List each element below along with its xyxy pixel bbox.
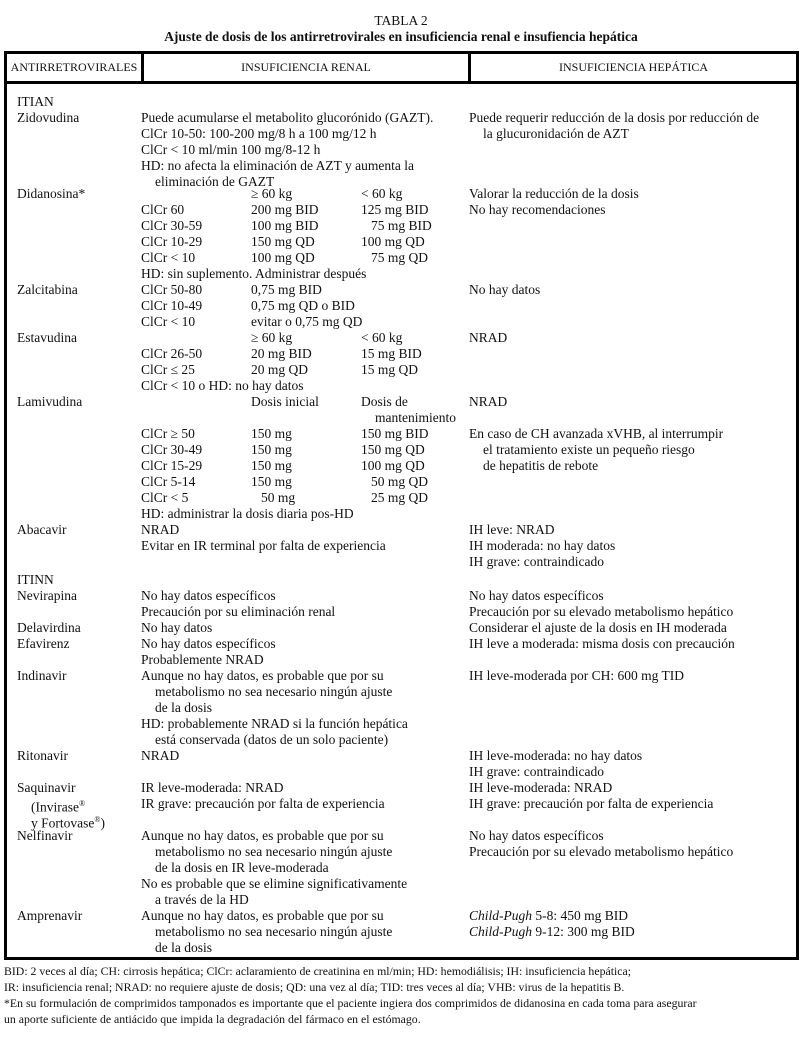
footnote-didanosina-2: un aporte suficiente de antiácido que impida la degradación del fármaco en el estómago. <box>4 1012 421 1026</box>
renal-line: NRAD <box>141 522 180 537</box>
brand-invirase: (Invirase <box>31 799 79 815</box>
dose-value: 200 mg BID <box>251 202 319 217</box>
header-antirretrovirales: ANTIRRETROVIRALES <box>7 54 144 81</box>
dose-value: 150 mg <box>251 474 292 489</box>
renal-line: metabolismo no sea necesario ningún ajuste <box>155 844 393 859</box>
hepatic-line: Considerar el ajuste de la dosis en IH moderada <box>469 620 727 635</box>
hepatic-line: la glucuronidación de AZT <box>483 126 629 141</box>
clcr-range: ClCr < 5 <box>141 490 189 505</box>
clcr-range: ClCr 15-29 <box>141 458 203 473</box>
dose-value: 75 mg QD <box>371 250 428 265</box>
hepatic-line: NRAD <box>469 394 508 409</box>
hepatic-line: IH leve a moderada: misma dosis con precaución <box>469 636 735 651</box>
clcr-range: ClCr ≥ 50 <box>141 426 195 441</box>
dose-value: 150 mg QD <box>361 442 425 457</box>
clcr-range: ClCr < 10 <box>141 314 196 329</box>
clcr-range: ClCr 26-50 <box>141 346 203 361</box>
dose-header: Dosis de <box>361 394 408 409</box>
hepatic-line: No hay recomendaciones <box>469 202 606 217</box>
dose-adjustment-table <box>4 51 799 960</box>
hepatic-line: IH moderada: no hay datos <box>469 538 616 553</box>
drug-name: Indinavir <box>17 668 67 683</box>
dose-value: 20 mg BID <box>251 346 312 361</box>
renal-line: No hay datos específicos <box>141 588 276 603</box>
dose-value: 150 mg <box>251 458 292 473</box>
footnote-abbreviations-2: IR: insuficiencia renal; NRAD: no requiere ajuste de dosis; QD: una vez al día; TID: tres veces al día; VHB: virus de la hepatitis B. <box>4 980 625 994</box>
hepatic-line: En caso de CH avanzada xVHB, al interrumpir <box>469 426 724 441</box>
drug-name: Saquinavir <box>17 780 76 795</box>
hepatic-line: No hay datos <box>469 282 541 297</box>
dose-header: mantenimiento <box>375 410 456 425</box>
renal-line: IR grave: precaución por falta de experiencia <box>141 796 385 811</box>
dose-value: 100 mg QD <box>361 458 425 473</box>
hepatic-line: Valorar la reducción de la dosis <box>469 186 639 201</box>
dose-value: 100 mg QD <box>251 250 315 265</box>
renal-line: No hay datos específicos <box>141 636 276 651</box>
hepatic-line: el tratamiento existe un pequeño riesgo <box>483 442 695 457</box>
renal-line: Precaución por su eliminación renal <box>141 604 336 619</box>
renal-line: metabolismo no sea necesario ningún ajuste <box>155 924 393 939</box>
dose-value: 150 mg <box>251 426 292 441</box>
renal-line: Probablemente NRAD <box>141 652 264 667</box>
renal-line: a través de la HD <box>155 892 249 907</box>
clcr-range: ClCr 30-59 <box>141 218 203 233</box>
clcr-range: ClCr 10-49 <box>141 298 203 313</box>
renal-note: ClCr < 10 o HD: no hay datos <box>141 378 304 393</box>
renal-line: HD: probablemente NRAD si la función hepática <box>141 716 408 731</box>
hepatic-line: NRAD <box>469 330 508 345</box>
header-insuficiencia-renal: INSUFICIENCIA RENAL <box>144 54 471 81</box>
dose-value: 0,75 mg QD o BID <box>251 298 355 313</box>
footnote-abbreviations-1: BID: 2 veces al día; CH: cirrosis hepática; ClCr: aclaramiento de creatinina en ml/min; HD: hemodiálisis; IH: insuficiencia hepática; <box>4 964 632 978</box>
clcr-range: ClCr 10-29 <box>141 234 203 249</box>
brand-fortovase: y Fortovase <box>31 815 95 831</box>
drug-name: Zidovudina <box>17 110 80 125</box>
dose-value: 0,75 mg BID <box>251 282 322 297</box>
hepatic-line <box>469 908 628 924</box>
dose-value: 150 mg <box>251 442 292 457</box>
drug-name: Delavirdina <box>17 620 81 635</box>
hepatic-line: IH leve-moderada: NRAD <box>469 780 613 795</box>
hepatic-line: Puede requerir reducción de la dosis por reducción de <box>469 110 760 125</box>
dose-value: 20 mg QD <box>251 362 308 377</box>
dose-value: 15 mg QD <box>361 362 418 377</box>
dose-value: 25 mg QD <box>371 490 428 505</box>
hepatic-line: de hepatitis de rebote <box>483 458 599 473</box>
renal-line: NRAD <box>141 748 180 763</box>
dose-value: 100 mg BID <box>251 218 319 233</box>
header-insuficiencia-hepatica: INSUFICIENCIA HEPÁTICA <box>558 60 708 74</box>
drug-name: Amprenavir <box>17 908 83 923</box>
hepatic-line: IH leve: NRAD <box>469 522 555 537</box>
drug-name: Estavudina <box>17 330 77 345</box>
renal-line: HD: no afecta la eliminación de AZT y aumenta la <box>141 158 415 173</box>
dose-value: 50 mg QD <box>371 474 428 489</box>
drug-name: Efavirenz <box>17 636 70 651</box>
renal-line: Puede acumularse el metabolito glucorónido (GAZT). <box>141 110 434 125</box>
table-number: TABLA 2 <box>374 13 428 28</box>
drug-name: Lamivudina <box>17 394 83 409</box>
group-label-itian: ITIAN <box>17 94 54 109</box>
registered-mark: ® <box>94 815 101 824</box>
table-header <box>7 54 796 84</box>
child-pugh-label: Child-Pugh <box>469 924 532 939</box>
closing-paren: ) <box>100 815 105 831</box>
hepatic-line: Precaución por su elevado metabolismo hepático <box>469 604 734 619</box>
renal-line: Aunque no hay datos, es probable que por su <box>141 828 384 843</box>
drug-name: Abacavir <box>17 522 67 537</box>
clcr-range: ClCr ≤ 25 <box>141 362 195 377</box>
hepatic-line <box>469 924 635 940</box>
renal-line: ClCr < 10 ml/min 100 mg/8-12 h <box>141 142 321 157</box>
drug-name: Ritonavir <box>17 748 68 763</box>
hepatic-value: 9-12: 300 mg BID <box>532 924 635 939</box>
renal-line: Aunque no hay datos, es probable que por su <box>141 908 384 923</box>
clcr-range: ClCr 30-49 <box>141 442 203 457</box>
dose-value: evitar o 0,75 mg QD <box>251 314 363 329</box>
renal-line: metabolismo no sea necesario ningún ajuste <box>155 684 393 699</box>
hepatic-line: No hay datos específicos <box>469 588 604 603</box>
dose-value: 125 mg BID <box>361 202 429 217</box>
footnote-didanosina-1: *En su formulación de comprimidos tamponados es importante que el paciente ingiera dos comprimidos de didanosina en cada toma para asegurar <box>4 996 697 1010</box>
renal-line: eliminación de GAZT <box>155 174 275 189</box>
hepatic-value: 5-8: 450 mg BID <box>532 908 628 923</box>
renal-line: No hay datos <box>141 620 213 635</box>
dose-value: 15 mg BID <box>361 346 422 361</box>
clcr-range: ClCr < 10 <box>141 250 196 265</box>
weight-header: < 60 kg <box>361 186 403 201</box>
group-label-itinn: ITINN <box>17 572 54 587</box>
clcr-range: ClCr 50-80 <box>141 282 203 297</box>
clcr-range: ClCr 60 <box>141 202 185 217</box>
renal-line: de la dosis <box>155 940 212 955</box>
hepatic-line: IH leve-moderada por CH: 600 mg TID <box>469 668 684 683</box>
registered-mark: ® <box>78 799 86 808</box>
renal-note: HD: sin suplemento. Administrar después <box>141 266 367 281</box>
renal-note: HD: administrar la dosis diaria pos-HD <box>141 506 354 521</box>
dose-header: Dosis inicial <box>251 394 319 409</box>
clcr-range: ClCr 5-14 <box>141 474 196 489</box>
renal-line: IR leve-moderada: NRAD <box>141 780 284 795</box>
weight-header: < 60 kg <box>361 330 403 345</box>
hepatic-line: IH leve-moderada: no hay datos <box>469 748 643 763</box>
drug-name: Zalcitabina <box>17 282 78 297</box>
renal-line: está conservada (datos de un solo paciente) <box>155 732 389 747</box>
hepatic-line: IH grave: precaución por falta de experiencia <box>469 796 714 811</box>
drug-name: Nevirapina <box>17 588 77 603</box>
weight-header: ≥ 60 kg <box>251 330 293 345</box>
renal-line: de la dosis en IR leve-moderada <box>155 860 329 875</box>
child-pugh-label: Child-Pugh <box>469 908 532 923</box>
renal-line: ClCr 10-50: 100-200 mg/8 h a 100 mg/12 h <box>141 126 377 141</box>
drug-name: Nelfinavir <box>17 828 73 843</box>
dose-value: 50 mg <box>261 490 296 505</box>
renal-line: No es probable que se elimine significativamente <box>141 876 408 891</box>
dose-value: 150 mg QD <box>251 234 315 249</box>
drug-name: Didanosina* <box>17 186 86 201</box>
hepatic-line: IH grave: contraindicado <box>469 554 604 569</box>
hepatic-line: Precaución por su elevado metabolismo hepático <box>469 844 734 859</box>
dose-value: 100 mg QD <box>361 234 425 249</box>
renal-line: de la dosis <box>155 700 212 715</box>
renal-line: Aunque no hay datos, es probable que por su <box>141 668 384 683</box>
hepatic-line: IH grave: contraindicado <box>469 764 604 779</box>
dose-value: 75 mg BID <box>371 218 432 233</box>
hepatic-line: No hay datos específicos <box>469 828 604 843</box>
dose-value: 150 mg BID <box>361 426 429 441</box>
table-title: Ajuste de dosis de los antirretrovirales en insuficiencia renal e insufiencia hepática <box>164 29 638 44</box>
weight-header: ≥ 60 kg <box>251 186 293 201</box>
renal-line: Evitar en IR terminal por falta de experiencia <box>141 538 386 553</box>
